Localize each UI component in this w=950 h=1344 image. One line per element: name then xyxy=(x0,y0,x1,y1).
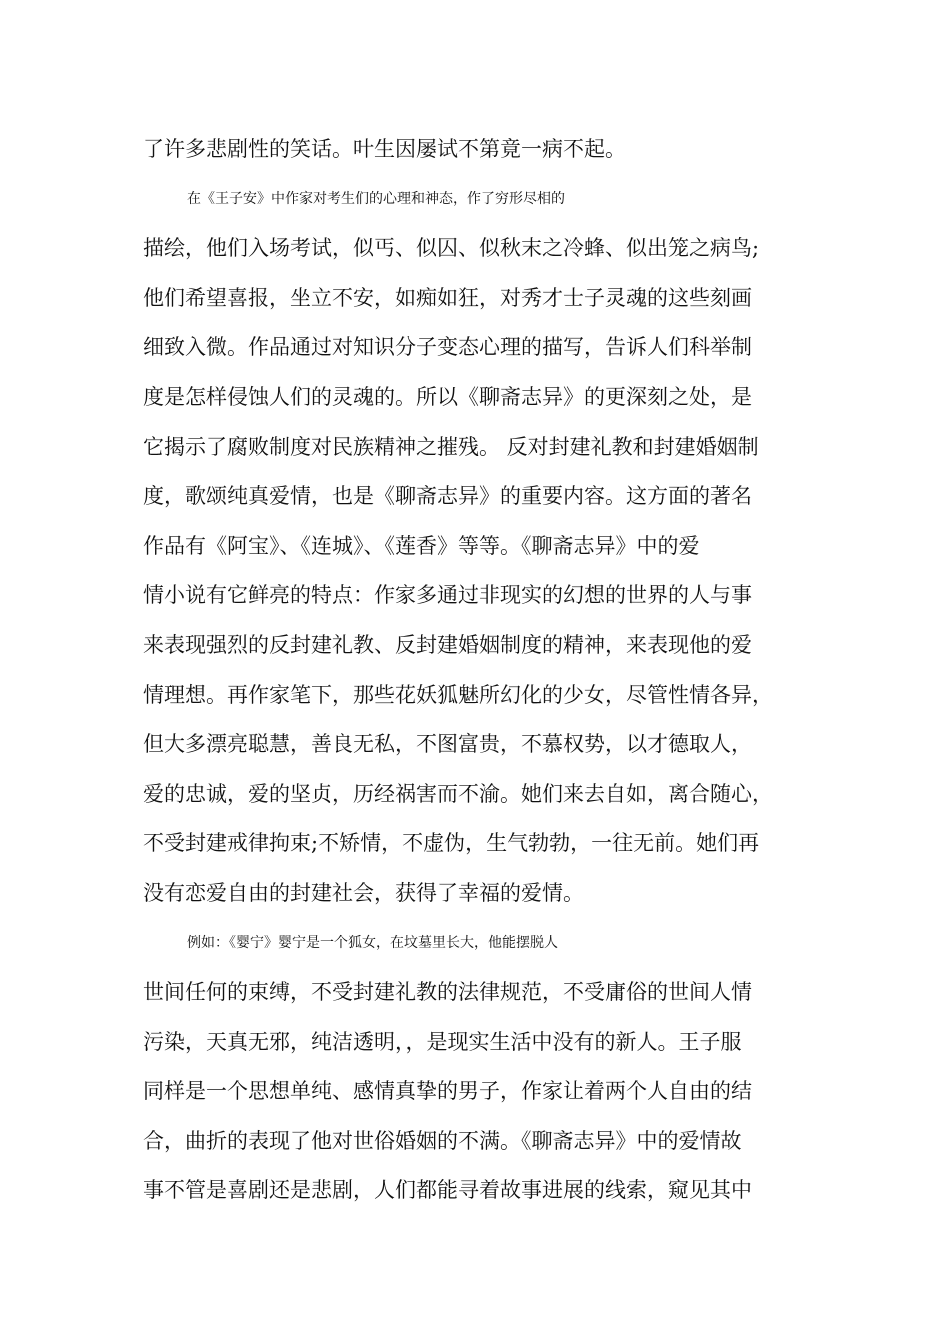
text-line: 爱的忠诚，爱的坚贞，历经祸害而不渝。她们来去自如，离合随心， xyxy=(143,781,773,806)
text-line: 作品有《阿宝》、《连城》、《莲香》等等。《聊斋志异》中的爱 xyxy=(143,533,700,558)
document-body xyxy=(143,125,823,1216)
text-line: 事不管是喜剧还是悲剧，人们都能寻着故事进展的线索，窥见其中 xyxy=(143,1178,752,1203)
text-line: 度是怎样侵蚀人们的灵魂的。所以《聊斋志异》的更深刻之处，是 xyxy=(143,384,752,409)
text-line: 它揭示了腐败制度对民族精神之摧残。 反对封建礼教和封建婚姻制 xyxy=(143,434,759,459)
text-line: 情小说有它鲜亮的特点：作家多通过非现实的幻想的世界的人与事 xyxy=(143,583,752,608)
text-line: 在《王子安》中作家对考生们的心理和神态，作了穷形尽相的 xyxy=(187,190,565,207)
text-line: 度，歌颂纯真爱情，也是《聊斋志异》的重要内容。这方面的著名 xyxy=(143,484,752,509)
text-line: 污染，天真无邪，纯洁透明，，是现实生活中没有的新人。王子服 xyxy=(143,1029,742,1054)
text-line: 细致入微。作品通过对知识分子变态心理的描写，告诉人们科举制 xyxy=(143,335,752,360)
text-line: 没有恋爱自由的封建社会，获得了幸福的爱情。 xyxy=(143,880,584,905)
text-line: 例如：《婴宁》婴宁是一个狐女，在坟墓里长大，他能摆脱人 xyxy=(187,934,558,951)
text-line: 描绘，他们入场考试，似丐、似囚、似秋末之冷蜂、似出笼之病鸟; xyxy=(143,236,760,261)
text-line: 来表现强烈的反封建礼教、反封建婚姻制度的精神，来表现他的爱 xyxy=(143,632,752,657)
text-line: 合，曲折的表现了他对世俗婚姻的不满。《聊斋志异》中的爱情故 xyxy=(143,1128,742,1153)
text-line: 世间任何的束缚，不受封建礼教的法律规范，不受庸俗的世间人情 xyxy=(143,980,752,1005)
text-line: 但大多漂亮聪慧，善良无私，不图富贵，不慕权势，以才德取人， xyxy=(143,732,752,757)
text-line: 情理想。再作家笔下，那些花妖狐魅所幻化的少女，尽管性情各异， xyxy=(143,682,773,707)
text-line: 了许多悲剧性的笑话。叶生因屡试不第竟一病不起。 xyxy=(143,137,626,161)
text-line: 同样是一个思想单纯、感情真挚的男子，作家让着两个人自由的结 xyxy=(143,1079,752,1104)
text-line: 他们希望喜报，坐立不安，如痴如狂，对秀才士子灵魂的这些刻画 xyxy=(143,285,752,310)
text-line: 不受封建戒律拘束;不矫情，不虚伪，生气勃勃，一往无前。她们再 xyxy=(143,831,760,856)
